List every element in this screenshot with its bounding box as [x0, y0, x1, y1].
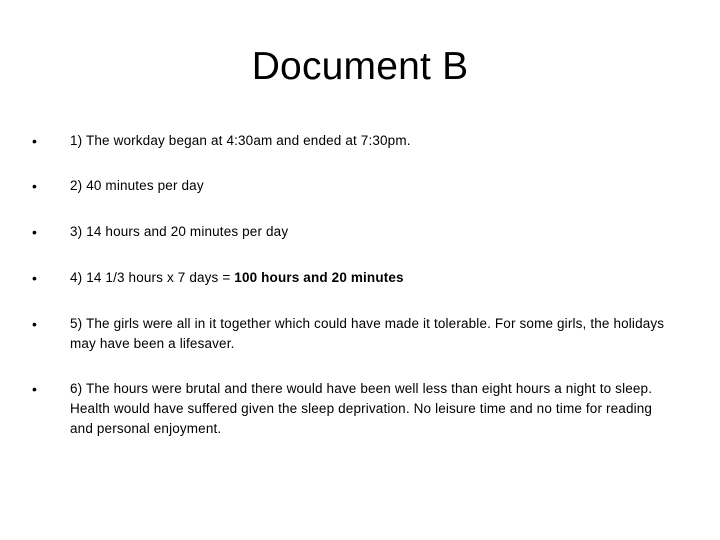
bullet-icon: •: [32, 133, 37, 149]
bullet-icon: •: [32, 224, 37, 240]
list-item-text: 3) 14 hours and 20 minutes per day: [70, 224, 289, 239]
bullet-icon: •: [32, 316, 37, 332]
list-item-text: 6) The hours were brutal and there would have been well less than eight hours a night to sleep. Health would have suffered given the sleep deprivation. No leisure time and no time for reading and personal enjoyment.: [70, 381, 653, 436]
list-item-text: 2) 40 minutes per day: [70, 178, 204, 193]
list-item-text: 1) The workday began at 4:30am and ended at 7:30pm.: [70, 133, 411, 148]
bullet-icon: •: [32, 381, 37, 397]
list-item-text: 5) The girls were all in it together which could have made it tolerable. For some girls, the holidays may have been a lifesaver.: [70, 316, 665, 351]
list-item-text-bold: 100 hours and 20 minutes: [234, 270, 404, 285]
bullet-icon: •: [32, 270, 37, 286]
slide-title: Document B: [251, 45, 469, 88]
list-item-text-plain: 4) 14 1/3 hours x 7 days =: [70, 270, 235, 285]
list-item-text: [70, 268, 670, 288]
bullet-icon: •: [32, 178, 37, 194]
